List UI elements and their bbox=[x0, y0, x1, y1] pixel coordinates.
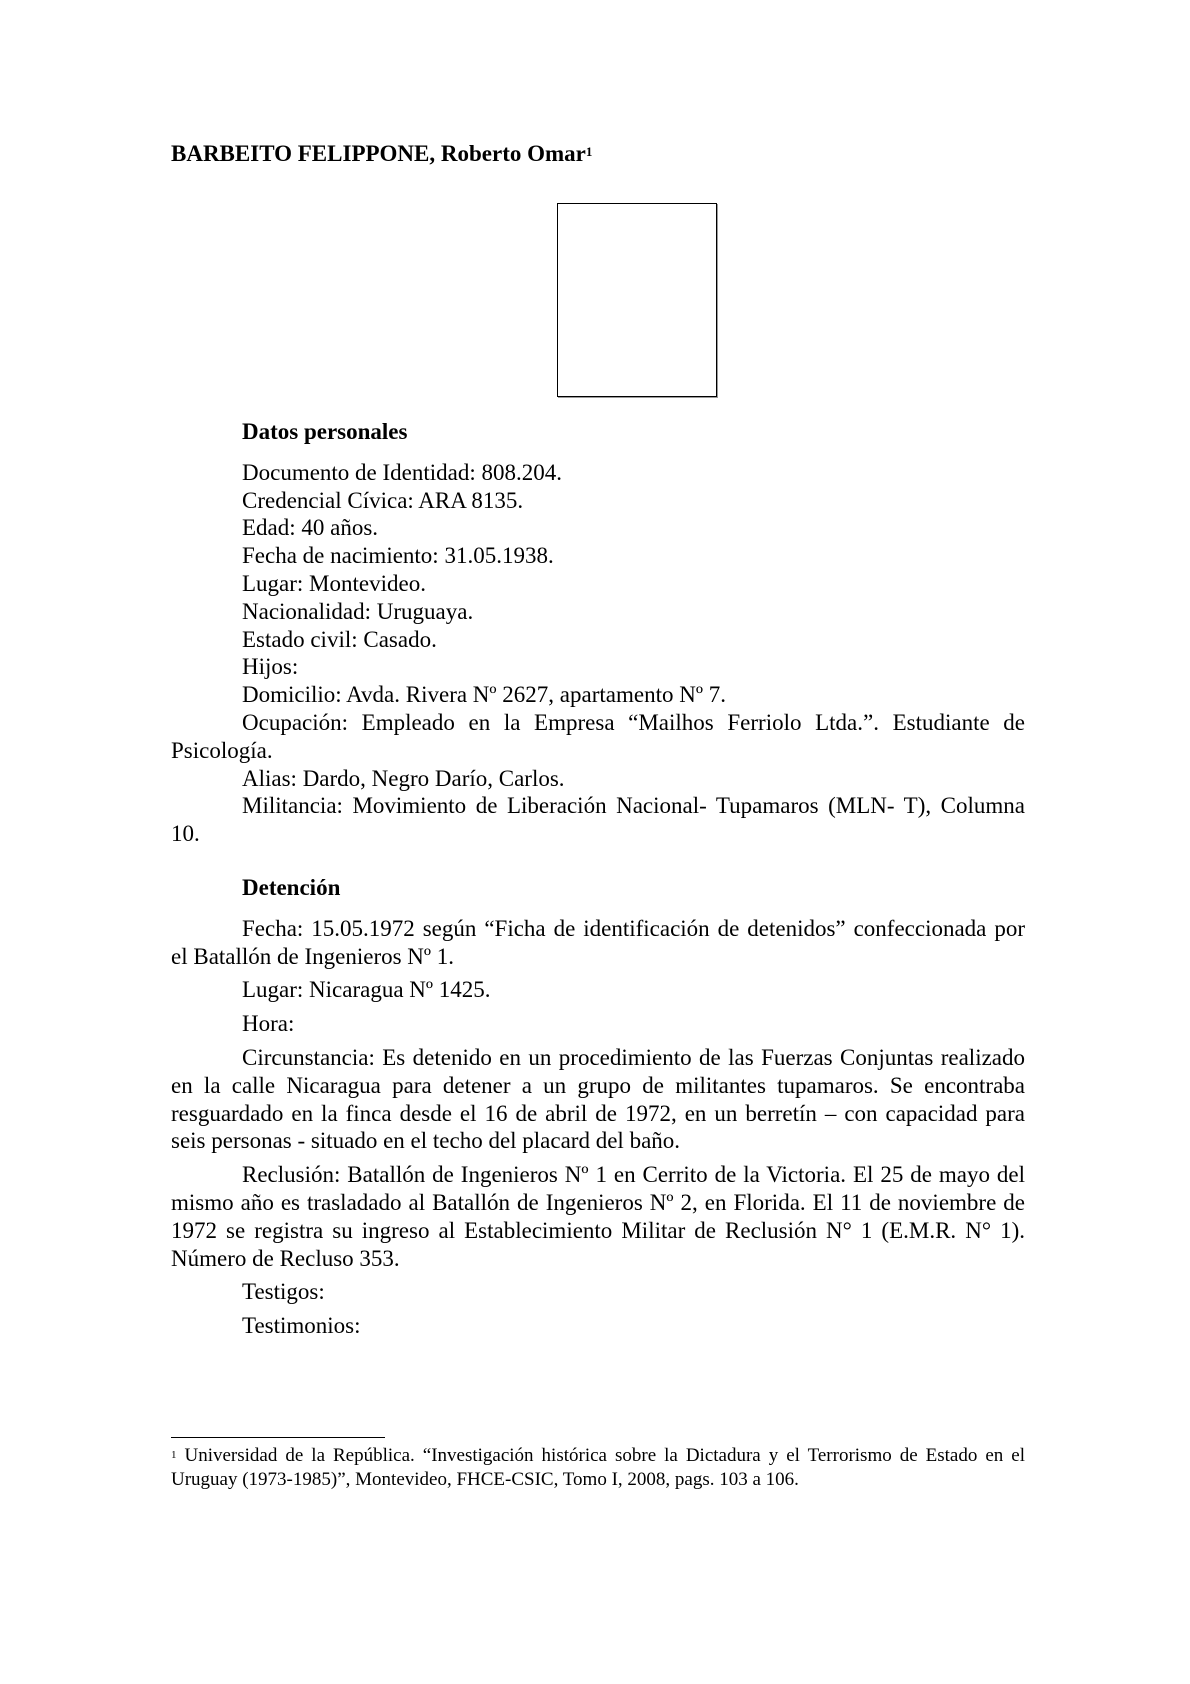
data-line: Estado civil: Casado. bbox=[242, 626, 437, 652]
detention-paragraph: Circunstancia: Es detenido en un procedimiento de las Fuerzas Conjuntas realizado en la calle Nicaragua para detener a un grupo de militantes tupamaros. Se encontraba resguardado en la finca desde el 16 de abril de 1972, en un berretín – con capacidad para seis personas - situado en el techo del placard del baño. bbox=[171, 1044, 1025, 1154]
detention-paragraph: Lugar: Nicaragua Nº 1425. bbox=[242, 977, 491, 1003]
detention-paragraphs bbox=[171, 915, 1025, 1340]
title-name: BARBEITO FELIPPONE, Roberto Omar bbox=[171, 141, 586, 166]
personal-data-list bbox=[171, 459, 1025, 848]
section-heading-detencion: Detención bbox=[242, 874, 341, 900]
data-line: Documento de Identidad: 808.204. bbox=[242, 459, 563, 485]
data-line: Ocupación: Empleado en la Empresa “Mailhos Ferriolo Ltda.”. Estudiante de Psicología. bbox=[171, 709, 1025, 763]
data-line: Fecha de nacimiento: 31.05.1938. bbox=[242, 543, 554, 569]
data-line: Credencial Cívica: ARA 8135. bbox=[242, 487, 524, 513]
data-line: Domicilio: Avda. Rivera Nº 2627, apartamento Nº 7. bbox=[242, 682, 726, 708]
data-line: Lugar: Montevideo. bbox=[242, 570, 426, 596]
detention-paragraph: Testimonios: bbox=[242, 1313, 361, 1339]
data-line: Militancia: Movimiento de Liberación Nacional- Tupamaros (MLN- T), Columna 10. bbox=[171, 793, 1025, 847]
footnote-reference: 1 bbox=[585, 144, 593, 159]
page-title bbox=[171, 140, 592, 168]
data-line: Hijos: bbox=[242, 654, 299, 680]
document-body bbox=[171, 418, 1025, 1346]
footnote-number: 1 bbox=[171, 1449, 177, 1461]
footnote-text: Universidad de la República. “Investigación histórica sobre la Dictadura y el Terrorismo de Estado en el Uruguay (1973-1985)”, Montevideo, FHCE-CSIC, Tomo I, 2008, pags. 103 a 106. bbox=[171, 1445, 1025, 1490]
footnote-separator bbox=[171, 1437, 385, 1438]
data-line: Alias: Dardo, Negro Darío, Carlos. bbox=[242, 765, 565, 791]
section-heading-datos: Datos personales bbox=[242, 419, 408, 444]
data-line: Edad: 40 años. bbox=[242, 515, 379, 541]
footnote bbox=[171, 1444, 1025, 1492]
detention-paragraph: Hora: bbox=[242, 1011, 295, 1037]
photo-placeholder bbox=[557, 203, 717, 397]
detention-paragraph: Fecha: 15.05.1972 según “Ficha de identificación de detenidos” confeccionada por el Batallón de Ingenieros Nº 1. bbox=[171, 915, 1025, 969]
detention-paragraph: Testigos: bbox=[242, 1279, 325, 1305]
detention-paragraph: Reclusión: Batallón de Ingenieros Nº 1 en Cerrito de la Victoria. El 25 de mayo del mismo año es trasladado al Batallón de Ingenieros Nº 2, en Florida. El 11 de noviembre de 1972 se registra su ingreso al Establecimiento Militar de Reclusión N° 1 (E.M.R. N° 1). Número de Recluso 353. bbox=[171, 1162, 1025, 1271]
data-line: Nacionalidad: Uruguaya. bbox=[242, 598, 474, 624]
